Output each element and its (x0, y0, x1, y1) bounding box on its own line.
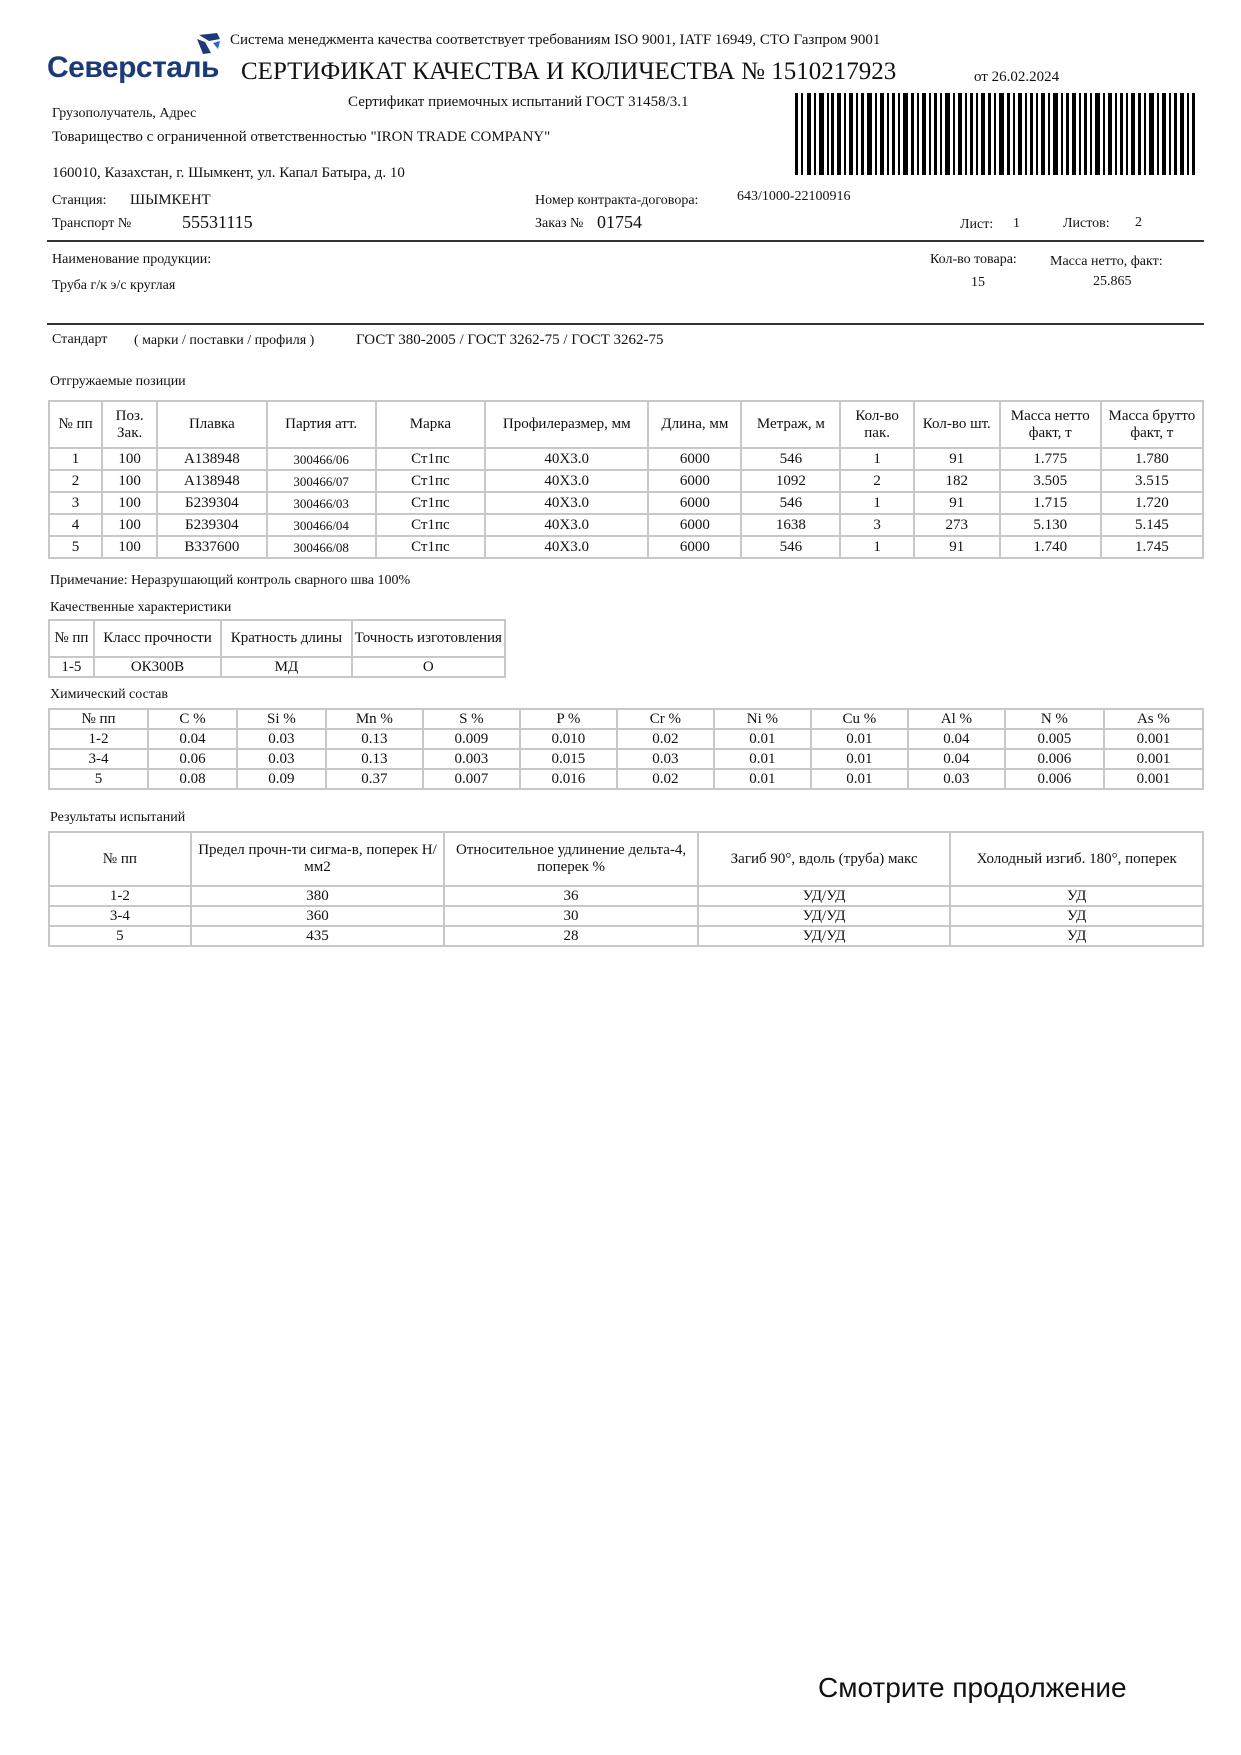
cell: 28 (444, 926, 698, 946)
col-header: Партия атт. (267, 401, 376, 448)
cell: 3-4 (49, 906, 191, 926)
table-row (49, 926, 1203, 946)
cell: 5 (49, 536, 102, 558)
cell: 5 (49, 926, 191, 946)
cell: 40Х3.0 (485, 448, 648, 470)
cell: 30 (444, 906, 698, 926)
cell: 0.001 (1104, 769, 1203, 789)
col-header: Холодный изгиб. 180°, поперек (950, 832, 1203, 886)
product-qty-value: 15 (971, 275, 985, 290)
cell: 5.145 (1101, 514, 1203, 536)
cell: 36 (444, 886, 698, 906)
order-label: Заказ № (535, 216, 584, 231)
cell: ОК300В (94, 657, 221, 677)
cell: МД (221, 657, 351, 677)
cell: 2 (49, 470, 102, 492)
cell: 0.006 (1005, 769, 1104, 789)
cell: 1 (840, 492, 914, 514)
cell: Ст1пс (376, 470, 485, 492)
cell: 380 (191, 886, 445, 906)
cell: 6000 (648, 470, 741, 492)
cell: 1 (840, 536, 914, 558)
cell: 1-2 (49, 729, 148, 749)
table-row (49, 657, 505, 677)
cell: 300466/04 (267, 514, 376, 536)
col-header: № пп (49, 620, 94, 657)
cell: 100 (102, 448, 157, 470)
cell: УД/УД (698, 926, 951, 946)
col-header: Метраж, м (741, 401, 840, 448)
severstal-logo (47, 33, 227, 89)
col-header: № пп (49, 401, 102, 448)
cell: О (352, 657, 505, 677)
cell: 0.03 (617, 749, 714, 769)
cell: 91 (914, 448, 1000, 470)
cell: 273 (914, 514, 1000, 536)
col-header: Si % (237, 709, 326, 729)
col-header: C % (148, 709, 237, 729)
quality-title: Качественные характеристики (50, 600, 232, 615)
cell: 2 (840, 470, 914, 492)
continued-notice: Смотрите продолжение (818, 1672, 1127, 1703)
divider (47, 240, 1204, 242)
table-header-row (49, 832, 1203, 886)
contract-label: Номер контракта-договора: (535, 193, 699, 208)
cell: 6000 (648, 536, 741, 558)
col-header: Al % (908, 709, 1005, 729)
cell: УД/УД (698, 886, 951, 906)
cell: 1.775 (1000, 448, 1101, 470)
sheet-label: Лист: (960, 217, 994, 232)
col-header: Длина, мм (648, 401, 741, 448)
cell: 0.010 (520, 729, 617, 749)
certificate-title: СЕРТИФИКАТ КАЧЕСТВА И КОЛИЧЕСТВА № 1510217923 (241, 58, 897, 85)
cell: 3 (49, 492, 102, 514)
cell: 300466/07 (267, 470, 376, 492)
divider (47, 323, 1204, 325)
cell: 1.720 (1101, 492, 1203, 514)
sheets-label: Листов: (1063, 216, 1110, 231)
sheet-value: 1 (1013, 216, 1020, 231)
cell: А138948 (157, 470, 266, 492)
table-row (49, 769, 1203, 789)
cell: 300466/06 (267, 448, 376, 470)
cell: 0.03 (908, 769, 1005, 789)
cell: 100 (102, 514, 157, 536)
col-header: Поз. Зак. (102, 401, 157, 448)
col-header: Точность изготовления (352, 620, 505, 657)
transport-value: 55531115 (182, 212, 253, 232)
col-header: Cu % (811, 709, 908, 729)
table-row (49, 448, 1203, 470)
cell: 0.03 (237, 729, 326, 749)
col-header: N % (1005, 709, 1104, 729)
cell: 100 (102, 536, 157, 558)
cell: 1-5 (49, 657, 94, 677)
cell: 0.13 (326, 729, 423, 749)
col-header: Масса нетто факт, т (1000, 401, 1101, 448)
cell: 100 (102, 492, 157, 514)
cell: 300466/03 (267, 492, 376, 514)
cell: 0.02 (617, 729, 714, 749)
cell: 0.015 (520, 749, 617, 769)
cell: 5.130 (1000, 514, 1101, 536)
cell: 0.01 (811, 769, 908, 789)
quality-table (48, 619, 506, 678)
product-name-label: Наименование продукции: (52, 252, 212, 267)
standard-value: ГОСТ 380-2005 / ГОСТ 3262-75 / ГОСТ 3262-75 (356, 332, 664, 348)
cell: 100 (102, 470, 157, 492)
cell: Ст1пс (376, 514, 485, 536)
col-header: P % (520, 709, 617, 729)
table-header-row (49, 401, 1203, 448)
col-header: Предел прочн-ти сигма-в, поперек Н/мм2 (191, 832, 445, 886)
cell: 0.04 (148, 729, 237, 749)
product-mass-value: 25.865 (1093, 274, 1132, 289)
standard-sublabel: ( марки / поставки / профиля ) (134, 333, 315, 348)
positions-table (48, 400, 1204, 559)
table-row (49, 492, 1203, 514)
col-header: As % (1104, 709, 1203, 729)
cell: 0.13 (326, 749, 423, 769)
station-label: Станция: (52, 193, 107, 208)
cell: Ст1пс (376, 492, 485, 514)
cell: 40Х3.0 (485, 492, 648, 514)
col-header: Cr % (617, 709, 714, 729)
cell: 0.08 (148, 769, 237, 789)
col-header: Масса брутто факт, т (1101, 401, 1203, 448)
acceptance-certificate: Сертификат приемочных испытаний ГОСТ 31458/3.1 (348, 94, 689, 110)
sheets-value: 2 (1135, 215, 1142, 230)
cell: 1 (840, 448, 914, 470)
table-row (49, 536, 1203, 558)
cell: 1092 (741, 470, 840, 492)
barcode-icon (795, 93, 1195, 175)
cell: УД (950, 906, 1203, 926)
cell: 0.01 (811, 749, 908, 769)
cell: 0.01 (714, 729, 811, 749)
cell: 182 (914, 470, 1000, 492)
table-row (49, 729, 1203, 749)
cell: 40Х3.0 (485, 536, 648, 558)
col-header: S % (423, 709, 520, 729)
cell: 0.04 (908, 729, 1005, 749)
cell: 360 (191, 906, 445, 926)
consignee-name: Товарищество с ограниченной ответственностью "IRON TRADE COMPANY" (52, 129, 551, 145)
col-header: Профилеразмер, мм (485, 401, 648, 448)
cell: 0.03 (237, 749, 326, 769)
col-header: Mn % (326, 709, 423, 729)
col-header: Класс прочности (94, 620, 221, 657)
cell: 300466/08 (267, 536, 376, 558)
cell: 40Х3.0 (485, 470, 648, 492)
cell: 0.01 (714, 769, 811, 789)
col-header: Относительное удлинение дельта-4, поперек % (444, 832, 698, 886)
cell: УД (950, 886, 1203, 906)
station-value: ШЫМКЕНТ (130, 192, 211, 208)
cell: 546 (741, 492, 840, 514)
table-row (49, 906, 1203, 926)
product-mass-label: Масса нетто, факт: (1050, 254, 1163, 269)
cell: 0.009 (423, 729, 520, 749)
cell: 0.005 (1005, 729, 1104, 749)
cell: 546 (741, 536, 840, 558)
cell: 0.001 (1104, 729, 1203, 749)
col-header: Ni % (714, 709, 811, 729)
cell: 1.715 (1000, 492, 1101, 514)
chemistry-title: Химический состав (50, 687, 168, 702)
cell: 0.007 (423, 769, 520, 789)
tests-title: Результаты испытаний (50, 810, 186, 825)
cell: 0.09 (237, 769, 326, 789)
table-header-row (49, 620, 505, 657)
positions-title: Отгружаемые позиции (50, 374, 186, 389)
cell: В337600 (157, 536, 266, 558)
col-header: Кол-во шт. (914, 401, 1000, 448)
cell: 0.001 (1104, 749, 1203, 769)
col-header: Загиб 90°, вдоль (труба) макс (698, 832, 951, 886)
cell: 5 (49, 769, 148, 789)
table-header-row (49, 709, 1203, 729)
cell: 0.02 (617, 769, 714, 789)
cell: 0.016 (520, 769, 617, 789)
cell: 1.780 (1101, 448, 1203, 470)
cell: 1-2 (49, 886, 191, 906)
cell: Ст1пс (376, 448, 485, 470)
col-header: Плавка (157, 401, 266, 448)
cell: 6000 (648, 492, 741, 514)
cell: 0.37 (326, 769, 423, 789)
cell: 1.740 (1000, 536, 1101, 558)
cell: 1.745 (1101, 536, 1203, 558)
cell: 1638 (741, 514, 840, 536)
cell: Б239304 (157, 514, 266, 536)
cell: 6000 (648, 448, 741, 470)
table-row (49, 749, 1203, 769)
col-header: № пп (49, 709, 148, 729)
cell: 0.01 (714, 749, 811, 769)
certificate-date: от 26.02.2024 (974, 69, 1060, 85)
cell: 0.06 (148, 749, 237, 769)
col-header: Кол-во пак. (840, 401, 914, 448)
cell: 6000 (648, 514, 741, 536)
cell: 91 (914, 536, 1000, 558)
logo-text: Северсталь (47, 51, 219, 84)
qms-statement: Система менеджмента качества соответствует требованиям ISO 9001, IATF 16949, СТО Газпром 9001 (230, 32, 881, 48)
cell: 435 (191, 926, 445, 946)
product-qty-label: Кол-во товара: (930, 252, 1017, 267)
cell: 3.515 (1101, 470, 1203, 492)
cell: 0.01 (811, 729, 908, 749)
cell: 0.003 (423, 749, 520, 769)
cell: Б239304 (157, 492, 266, 514)
cell: 91 (914, 492, 1000, 514)
cell: 3-4 (49, 749, 148, 769)
table-row (49, 514, 1203, 536)
standard-label: Стандарт (52, 332, 108, 347)
cell: 0.04 (908, 749, 1005, 769)
product-name-value: Труба г/к э/с круглая (52, 278, 176, 293)
contract-value: 643/1000-22100916 (737, 189, 851, 204)
cell: 0.006 (1005, 749, 1104, 769)
col-header: Кратность длины (221, 620, 351, 657)
order-value: 01754 (597, 212, 642, 232)
consignee-address: 160010, Казахстан, г. Шымкент, ул. Капал Батыра, д. 10 (52, 165, 405, 181)
cell: 1 (49, 448, 102, 470)
cell: УД (950, 926, 1203, 946)
cell: 40Х3.0 (485, 514, 648, 536)
cell: А138948 (157, 448, 266, 470)
cell: УД/УД (698, 906, 951, 926)
cell: 546 (741, 448, 840, 470)
cell: Ст1пс (376, 536, 485, 558)
col-header: № пп (49, 832, 191, 886)
note: Примечание: Неразрушающий контроль сварного шва 100% (50, 573, 411, 588)
cell: 3 (840, 514, 914, 536)
table-row (49, 470, 1203, 492)
col-header: Марка (376, 401, 485, 448)
cell: 4 (49, 514, 102, 536)
transport-label: Транспорт № (52, 216, 132, 231)
table-row (49, 886, 1203, 906)
consignee-label: Грузополучатель, Адрес (52, 106, 197, 121)
tests-table (48, 831, 1204, 947)
cell: 3.505 (1000, 470, 1101, 492)
chemistry-table (48, 708, 1204, 790)
